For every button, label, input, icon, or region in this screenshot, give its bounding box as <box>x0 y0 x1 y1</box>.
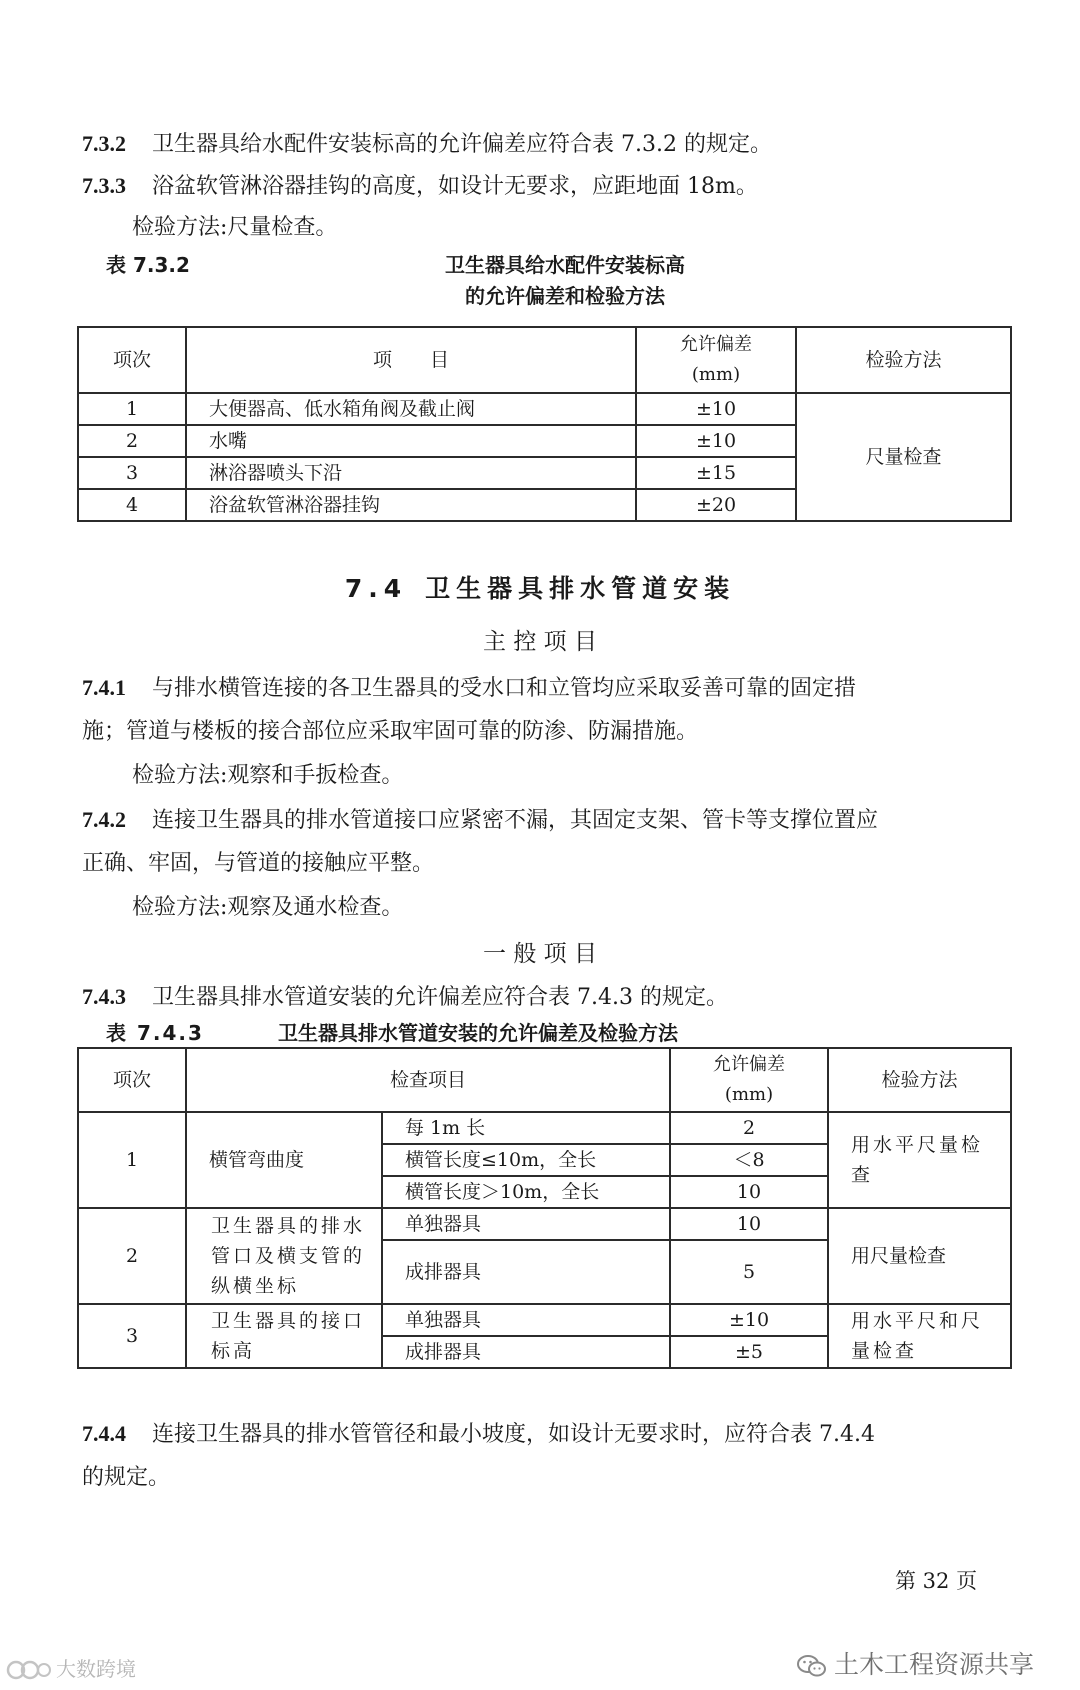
clause-text-line2: 施；管道与楼板的接合部位应采取牢固可靠的防渗、防漏措施。 <box>82 719 699 744</box>
row-subitem: 横管长度≤10m，全长 <box>382 1144 670 1176</box>
table-7-3-2 <box>77 326 1012 522</box>
row-subitem: 成排器具 <box>382 1336 670 1368</box>
clause-number: 7.4.2 <box>82 807 126 832</box>
row-tolerance: ±10 <box>670 1304 828 1336</box>
row-tolerance: ±10 <box>636 425 796 457</box>
table-header-row <box>78 327 1011 393</box>
row-no: 2 <box>78 425 186 457</box>
header-cell: 检验方法 <box>828 1048 1011 1112</box>
clause-text-line1: 连接卫生器具的排水管道接口应紧密不漏，其固定支架、管卡等支撑位置应 <box>152 808 879 833</box>
row-method: 用水平尺和尺量检查 <box>828 1304 1011 1368</box>
inspection-method-7-4-1: 检验方法:观察和手扳检查。 <box>132 763 404 788</box>
table-label: 表 7.3.2 <box>106 253 190 277</box>
row-subitem: 单独器具 <box>382 1208 670 1240</box>
table-7-4-3 <box>77 1047 1012 1369</box>
row-method: 尺量检查 <box>796 393 1011 521</box>
watermark-logo-icon <box>6 1659 52 1681</box>
clause-text: 卫生器具给水配件安装标高的允许偏差应符合表 7.3.2 的规定。 <box>152 132 772 157</box>
row-no: 3 <box>78 457 186 489</box>
row-item: 卫生器具的排水管口及横支管的纵横坐标 <box>186 1208 382 1304</box>
table-row <box>78 1208 1011 1240</box>
row-subitem: 单独器具 <box>382 1304 670 1336</box>
clause-number: 7.3.3 <box>82 173 126 198</box>
row-tolerance: ＜8 <box>670 1144 828 1176</box>
row-subitem: 横管长度＞10m，全长 <box>382 1176 670 1208</box>
row-tolerance: 5 <box>670 1240 828 1304</box>
row-tolerance: 10 <box>670 1208 828 1240</box>
clause-text: 浴盆软管淋浴器挂钩的高度，如设计无要求，应距地面 18m。 <box>152 174 758 199</box>
row-item: 大便器高、低水箱角阀及截止阀 <box>186 393 636 425</box>
row-no: 3 <box>78 1304 186 1368</box>
inspection-method-7-3-3: 检验方法:尺量检查。 <box>132 215 338 240</box>
main-items-heading: 主 控 项 目 <box>483 629 597 655</box>
row-tolerance: 2 <box>670 1112 828 1144</box>
table-row <box>78 393 1011 425</box>
row-no: 1 <box>78 1112 186 1208</box>
table-label: 表 7.4.3 <box>106 1021 204 1045</box>
watermark-left-text: 大数跨境 <box>56 1657 136 1681</box>
row-no: 1 <box>78 393 186 425</box>
header-cell: 允许偏差 (mm) <box>636 327 796 393</box>
row-no: 2 <box>78 1208 186 1304</box>
row-tolerance: ±5 <box>670 1336 828 1368</box>
header-cell: 项次 <box>78 327 186 393</box>
row-item: 淋浴器喷头下沿 <box>186 457 636 489</box>
table-title-line1: 卫生器具给水配件安装标高 <box>445 253 685 277</box>
row-tolerance: ±20 <box>636 489 796 521</box>
row-tolerance: ±15 <box>636 457 796 489</box>
header-cell: 项次 <box>78 1048 186 1112</box>
section-number: 7.4 <box>344 574 408 603</box>
clause-7-4-2 <box>82 804 878 837</box>
row-method: 用尺量检查 <box>828 1208 1011 1304</box>
row-no: 4 <box>78 489 186 521</box>
row-method: 用水平尺量检查 <box>828 1112 1011 1208</box>
page-number: 第 32 页 <box>895 1569 978 1593</box>
clause-number: 7.4.3 <box>82 984 126 1009</box>
watermark-right <box>800 1648 1034 1682</box>
row-item: 浴盆软管淋浴器挂钩 <box>186 489 636 521</box>
header-cell: 检验方法 <box>796 327 1011 393</box>
section-heading-7-4 <box>0 572 1080 606</box>
row-item: 卫生器具的接口标高 <box>186 1304 382 1368</box>
table-row <box>78 1112 1011 1144</box>
table-title: 卫生器具排水管道安装的允许偏差及检验方法 <box>278 1021 678 1045</box>
row-item: 横管弯曲度 <box>186 1112 382 1208</box>
clause-text-line1: 与排水横管连接的各卫生器具的受水口和立管均应采取妥善可靠的固定措 <box>152 676 857 701</box>
clause-number: 7.4.1 <box>82 675 126 700</box>
clause-text-line2: 的规定。 <box>82 1465 171 1490</box>
row-tolerance: 10 <box>670 1176 828 1208</box>
table-header-row <box>78 1048 1011 1112</box>
clause-number: 7.4.4 <box>82 1421 126 1446</box>
clause-7-4-3 <box>82 981 728 1014</box>
general-items-heading: 一 般 项 目 <box>483 941 597 967</box>
clause-7-4-1 <box>82 672 856 705</box>
clause-text-line1: 连接卫生器具的排水管管径和最小坡度，如设计无要求时，应符合表 7.4.4 <box>152 1422 875 1447</box>
header-cell: 检查项目 <box>186 1048 670 1112</box>
clause-7-3-3 <box>82 170 758 203</box>
row-subitem: 成排器具 <box>382 1240 670 1304</box>
header-cell: 项 目 <box>186 327 636 393</box>
clause-text: 卫生器具排水管道安装的允许偏差应符合表 7.4.3 的规定。 <box>152 985 728 1010</box>
clause-7-4-4 <box>82 1418 875 1451</box>
clause-number: 7.3.2 <box>82 131 126 156</box>
clause-text-line2: 正确、牢固，与管道的接触应平整。 <box>82 851 435 876</box>
clause-7-3-2 <box>82 128 772 161</box>
row-item: 水嘴 <box>186 425 636 457</box>
row-tolerance: ±10 <box>636 393 796 425</box>
wechat-icon <box>796 1652 828 1680</box>
watermark-right-text: 土木工程资源共享 <box>834 1650 1035 1679</box>
section-title: 卫生器具排水管道安装 <box>425 574 736 603</box>
row-subitem: 每 1m 长 <box>382 1112 670 1144</box>
table-title-line2: 的允许偏差和检验方法 <box>465 284 665 308</box>
watermark-left <box>6 1655 136 1683</box>
inspection-method-7-4-2: 检验方法:观察及通水检查。 <box>132 895 404 920</box>
header-cell: 允许偏差 (mm) <box>670 1048 828 1112</box>
table-row <box>78 1304 1011 1336</box>
